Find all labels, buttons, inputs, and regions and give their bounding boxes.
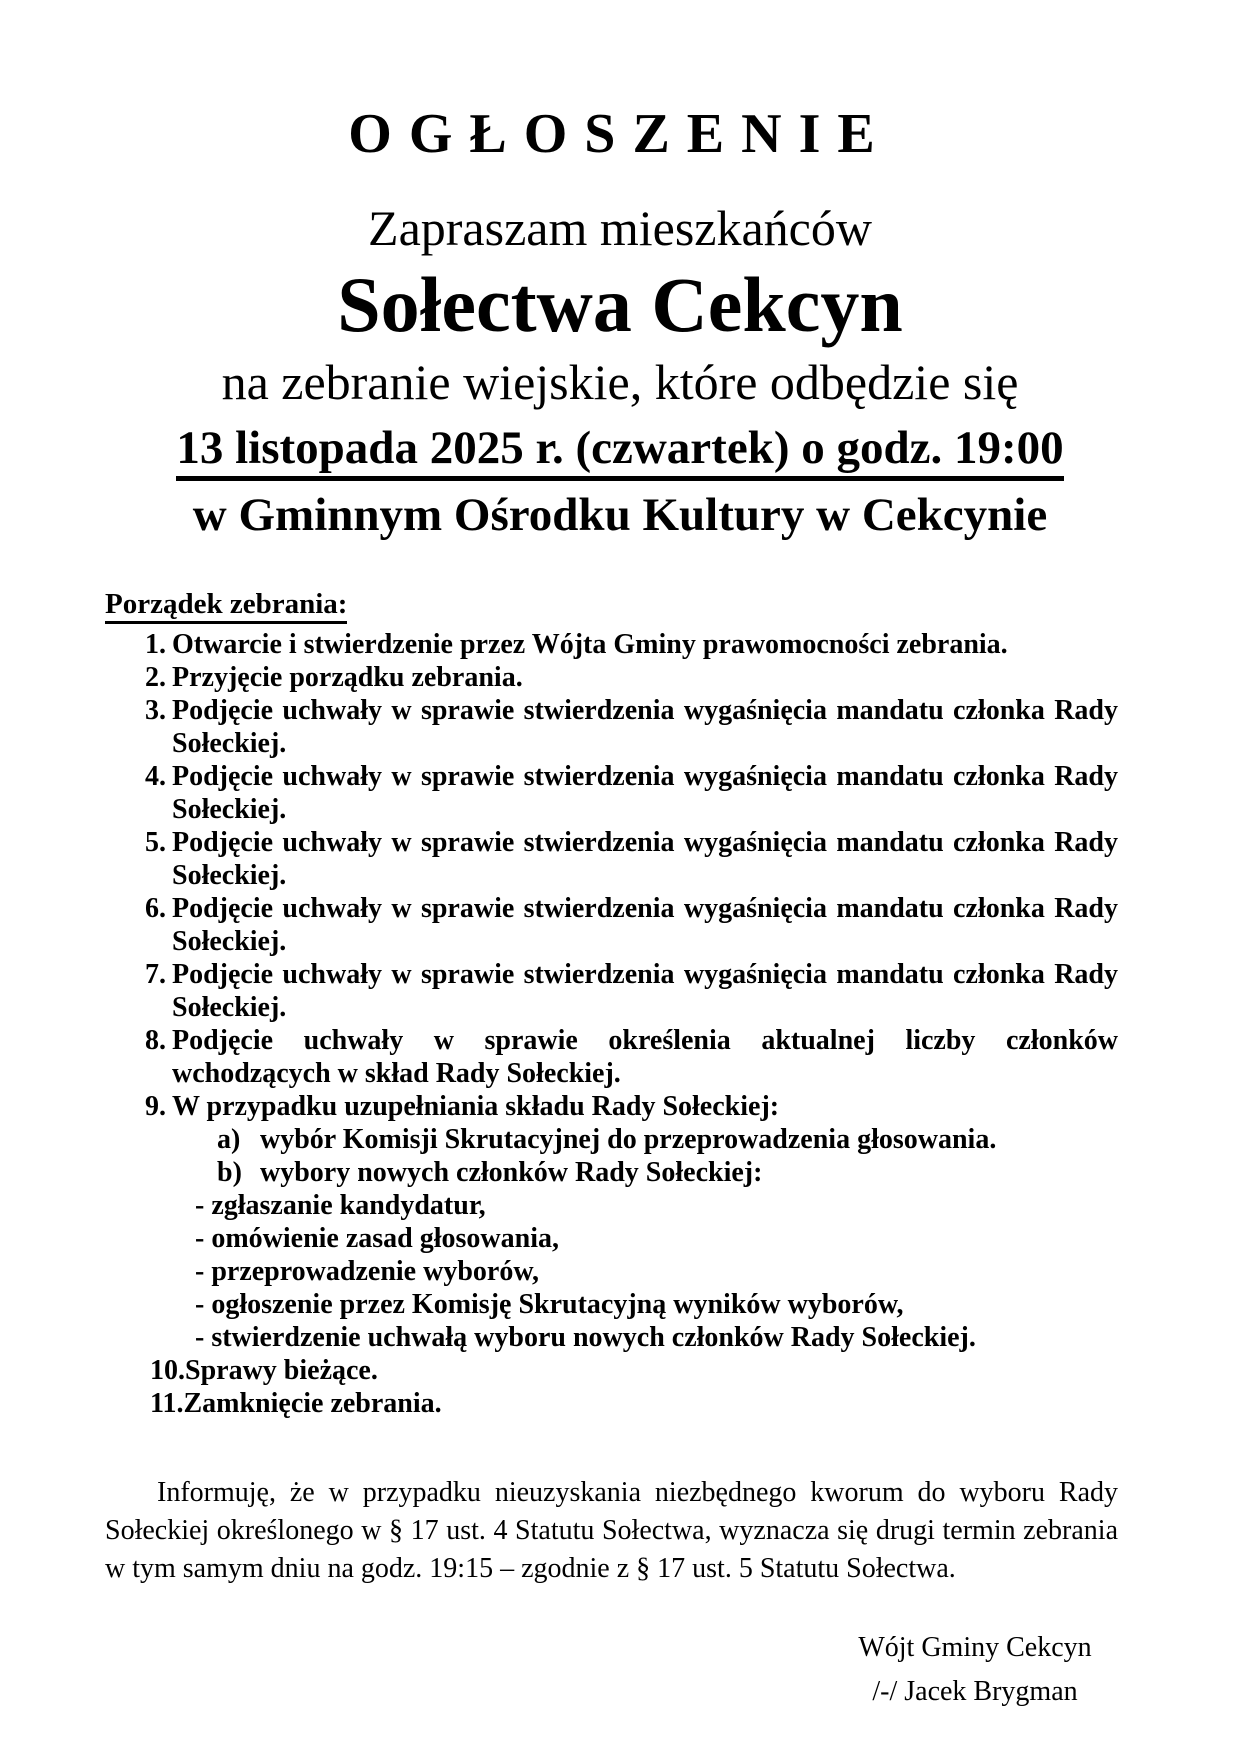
agenda-item-number: 11. [150, 1388, 184, 1420]
signature-title: Wójt Gminy Cekcyn [858, 1632, 1092, 1664]
agenda-subitem-marker: b) [217, 1157, 242, 1189]
agenda-item-text: Przyjęcie porządku zebrania. [172, 662, 523, 694]
meeting-datetime-line [0, 420, 1240, 476]
agenda-item [105, 1024, 1118, 1090]
agenda-heading-text: Porządek zebrania: [105, 588, 347, 624]
agenda-item-number: 10. [150, 1355, 185, 1387]
agenda-dash-item: - stwierdzenie uchwałą wyboru nowych członków Rady Sołeckiej. [195, 1322, 976, 1354]
agenda-dash-item: - omówienie zasad głosowania, [195, 1223, 559, 1255]
agenda-item-number: 7. [145, 959, 166, 991]
agenda-dash-item: - zgłaszanie kandydatur, [195, 1190, 486, 1222]
agenda-dash-item: - ogłoszenie przez Komisję Skrutacyjną wyników wyborów, [195, 1289, 904, 1321]
agenda-item-number: 6. [145, 893, 166, 925]
agenda-item [105, 661, 1118, 694]
agenda-subitem-text: wybory nowych członków Rady Sołeckiej: [260, 1157, 763, 1189]
signature-name: /-/ Jacek Brygman [872, 1676, 1078, 1708]
invite-line: Zapraszam mieszkańców [368, 199, 872, 256]
closing-paragraph: Informuję, że w przypadku nieuzyskania niezbędnego kworum do wyboru Rady Sołeckiej określonego w § 17 ust. 4 Statutu Sołectwa, wyznacza się drugi termin zebrania w tym samym dniu na godz. 19:15 – zgodnie z § 17 ust. 5 Statutu Sołectwa. [105, 1477, 1118, 1585]
agenda-list [105, 628, 1118, 1420]
agenda-item-number: 8. [145, 1025, 166, 1057]
agenda-subitem-text: wybór Komisji Skrutacyjnej do przeprowadzenia głosowania. [260, 1124, 997, 1156]
meeting-venue: w Gminnym Ośrodku Kultury w Cekcynie [192, 489, 1048, 542]
agenda-item-text: Podjęcie uchwały w sprawie stwierdzenia wygaśnięcia mandatu członka Rady Sołeckiej. [172, 893, 1118, 958]
agenda-item [105, 760, 1118, 826]
agenda-item [105, 1354, 1118, 1387]
agenda-dash-item: - przeprowadzenie wyborów, [195, 1256, 539, 1288]
agenda-item-text: Sprawy bieżące. [185, 1355, 378, 1387]
agenda-heading [105, 588, 1118, 621]
document-title: OGŁOSZENIE [348, 103, 892, 165]
agenda-item-text: Podjęcie uchwały w sprawie określenia aktualnej liczby członków wchodzących w skład Rady Sołeckiej. [172, 1025, 1118, 1090]
agenda-item-text: Podjęcie uchwały w sprawie stwierdzenia wygaśnięcia mandatu członka Rady Sołeckiej. [172, 761, 1118, 826]
agenda-item-text: Podjęcie uchwały w sprawie stwierdzenia wygaśnięcia mandatu członka Rady Sołeckiej. [172, 695, 1118, 760]
agenda-item-number: 4. [145, 761, 166, 793]
agenda-subitem [105, 1156, 1118, 1189]
agenda-item-text: W przypadku uzupełniania składu Rady Sołeckiej: [172, 1091, 780, 1123]
agenda-subitem-marker: a) [217, 1124, 241, 1156]
agenda-item-text: Zamknięcie zebrania. [183, 1388, 442, 1420]
agenda-item [105, 628, 1118, 661]
agenda-subitem [105, 1123, 1118, 1156]
agenda-item [105, 1090, 1118, 1123]
signature-block [795, 1626, 1155, 1714]
meeting-line: na zebranie wiejskie, które odbędzie się [221, 354, 1019, 411]
agenda-item [105, 892, 1118, 958]
village-name: Sołectwa Cekcyn [337, 261, 903, 349]
meeting-datetime: 13 listopada 2025 r. (czwartek) o godz. 19:00 [176, 422, 1063, 481]
agenda-item-text: Otwarcie i stwierdzenie przez Wójta Gminy prawomocności zebrania. [172, 629, 1008, 661]
document-header [0, 104, 1240, 542]
agenda-item-number: 1. [145, 629, 166, 661]
agenda-item [105, 826, 1118, 892]
agenda-item-number: 5. [145, 827, 166, 859]
agenda-item-text: Podjęcie uchwały w sprawie stwierdzenia wygaśnięcia mandatu członka Rady Sołeckiej. [172, 827, 1118, 892]
agenda-item [105, 1387, 1118, 1420]
agenda-item-text: Podjęcie uchwały w sprawie stwierdzenia wygaśnięcia mandatu członka Rady Sołeckiej. [172, 959, 1118, 1024]
agenda-item-number: 2. [145, 662, 166, 694]
agenda-item-number: 9. [145, 1091, 166, 1123]
document-body [0, 588, 1240, 1714]
agenda-item [105, 694, 1118, 760]
agenda-item [105, 958, 1118, 1024]
agenda-item-number: 3. [145, 695, 166, 727]
